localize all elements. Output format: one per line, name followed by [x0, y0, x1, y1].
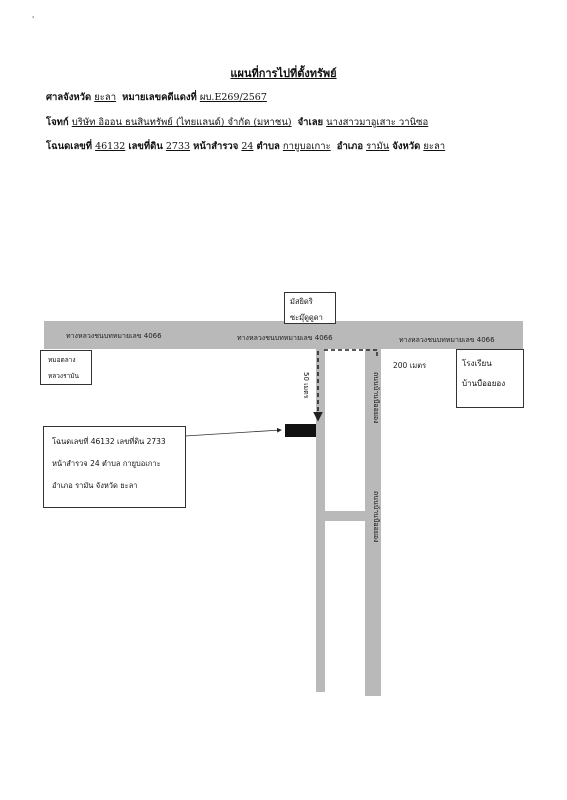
- court-label: ศาลจังหวัด: [46, 92, 92, 103]
- subdistrict-value: กายูบอเกาะ: [282, 141, 331, 152]
- document-title: แผนที่การไปที่ตั้งทรัพย์: [230, 67, 337, 80]
- highway-label-right: ทางหลวงชนบทหมายเลข 4066: [399, 336, 495, 344]
- local-office-line-1: หมอตลาง: [48, 356, 76, 364]
- land-no-value: 2733: [165, 141, 191, 152]
- court-value: ยะลา: [94, 92, 117, 103]
- corner-mark: ': [32, 15, 35, 24]
- district-value: รามัน: [366, 141, 390, 152]
- survey-label: หน้าสำรวจ: [193, 141, 239, 152]
- case-value: ผบ.E269/2567: [199, 92, 267, 103]
- province-value: ยะลา: [423, 141, 446, 152]
- property-plot: [285, 424, 316, 437]
- deed-value: 46132: [95, 141, 126, 152]
- local-office-line-2: หลวงรามัน: [48, 372, 79, 380]
- mosque-name-line-2: ซะมุ๊ดูดูดา: [290, 313, 323, 322]
- mosque-name-line-1: มัสยิดริ: [290, 297, 313, 306]
- school-name-line-2: บ้านบืออยอง: [462, 379, 506, 388]
- subdistrict-label: ตำบล: [256, 141, 280, 152]
- pointer-arrow: [185, 430, 281, 436]
- distance-50-label: 50 เมตร: [302, 372, 310, 399]
- school-name-line-1: โรงเรียน: [462, 359, 492, 368]
- plaintiff-value: บริษัท อิออน ธนสินทรัพย์ (ไทยแลนด์) จำกัด (มหาชน): [71, 117, 292, 128]
- survey-value: 24: [241, 141, 254, 152]
- distance-200-label: 200 เมตร: [393, 361, 427, 370]
- land-no-label: เลขที่ดิน: [128, 141, 163, 152]
- property-info-line-3: อำเภอ รามัน จังหวัด ยะลา: [52, 481, 138, 490]
- village-road-label-upper: ถนนบ้านบืออยอง: [372, 372, 380, 424]
- deed-label: โฉนดเลขที่: [46, 141, 93, 152]
- highway-label-center: ทางหลวงชนบทหมายเลข 4066: [237, 334, 333, 342]
- province-label: จังหวัด: [392, 141, 421, 152]
- property-info-line-1: โฉนดเลขที่ 46132 เลขที่ดิน 2733: [52, 437, 166, 446]
- property-info-box: [43, 426, 186, 508]
- plaintiff-label: โจทก์: [46, 117, 69, 128]
- defendant-label: จำเลย: [297, 117, 324, 128]
- district-label: อำเภอ: [336, 141, 364, 152]
- property-info-line-2: หน้าสำรวจ 24 ตำบล กายูบอเกาะ: [52, 459, 161, 468]
- village-road-label-lower: ถนนบ้านบืออยอง: [372, 491, 380, 543]
- highway-label-left: ทางหลวงชนบทหมายเลข 4066: [66, 332, 162, 340]
- case-label: หมายเลขคดีแดงที่: [122, 92, 197, 103]
- defendant-value: นางสาวมาอูเสาะ วานิซอ: [326, 117, 429, 128]
